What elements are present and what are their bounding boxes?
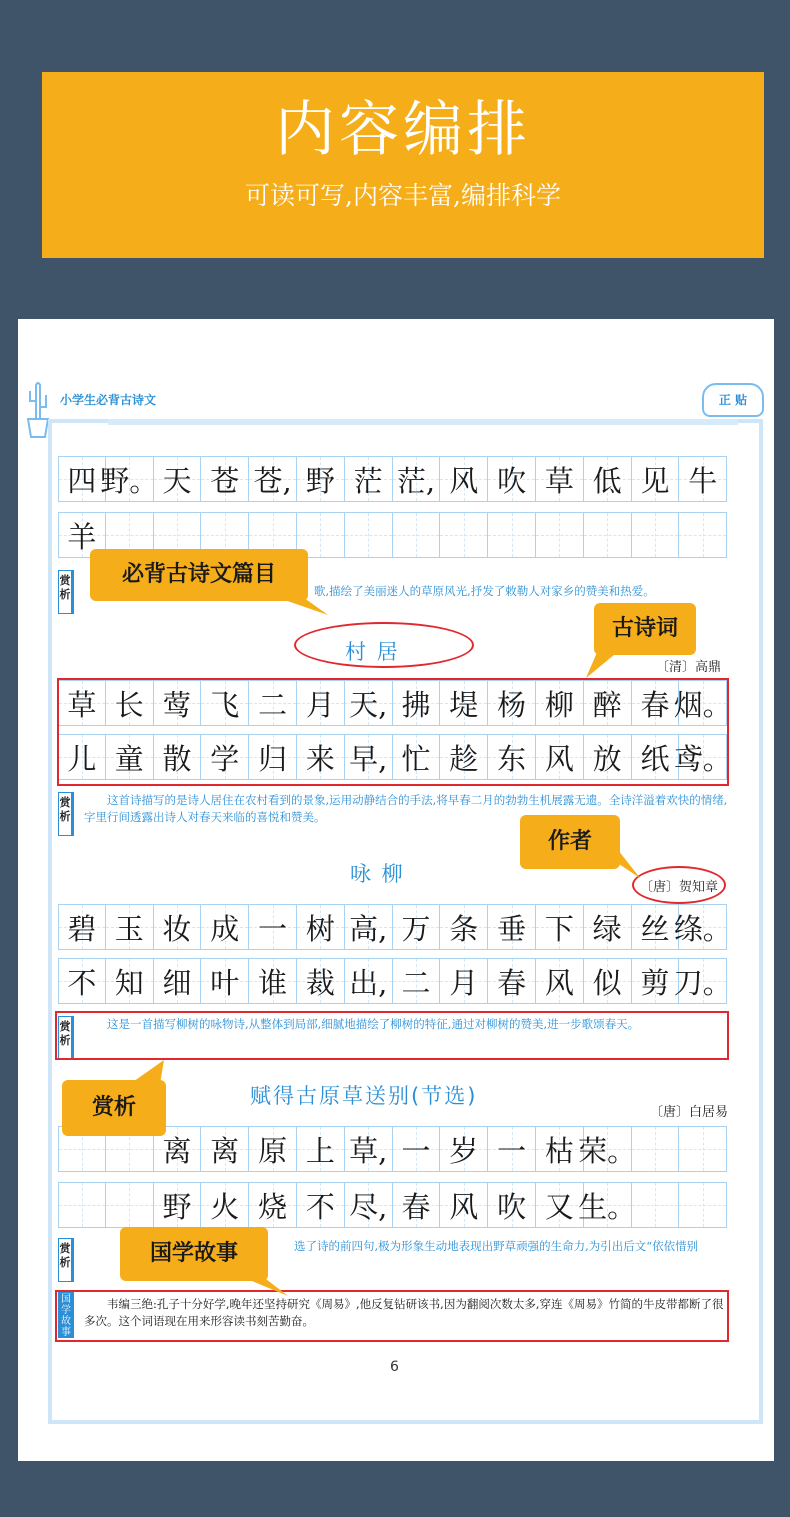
grid-cell: [536, 456, 584, 502]
grid-char: 烟。: [673, 687, 732, 722]
grid-cell: [536, 958, 584, 1004]
grid-cell: [345, 958, 393, 1004]
callout-author: 作者: [520, 815, 620, 869]
grid-cell: [393, 1126, 441, 1172]
analysis-tag: 赏析: [58, 1016, 74, 1060]
grid-cell: [345, 1182, 393, 1228]
story-text: 韦编三绝:孔子十分好学,晚年还坚持研究《周易》,他反复钻研该书,因为翻阅次数太多,穿连《周易》竹简的牛皮带都断了很多次。这个词语现在用来形容读书刻苦勤奋。: [84, 1297, 724, 1328]
grid-cell: [584, 958, 632, 1004]
grid-char: 绿: [592, 911, 622, 946]
grid-char: 野: [305, 463, 335, 498]
grid-char: 离: [210, 1133, 240, 1168]
grid-char: 谁: [258, 965, 288, 1000]
callout-poems: 古诗词: [594, 603, 696, 655]
grid-char: 垂: [497, 911, 527, 946]
poem4-analysis-text: 选了诗的前四句,极为形象生动地表现出野草顽强的生命力,为引出后文“依依惜别: [294, 1239, 699, 1253]
grid-char: 条: [449, 911, 479, 946]
grid-char: 见: [640, 463, 670, 498]
grid-char: 吹: [497, 463, 527, 498]
grid-char: 风: [449, 463, 479, 498]
callout-poems-pointer: [584, 650, 624, 680]
grid-char: 春: [401, 1189, 431, 1224]
grid-cell: [584, 456, 632, 502]
poem2-title: 村 居: [345, 640, 400, 664]
grid-char: 下: [544, 911, 574, 946]
grid-cell: [488, 1126, 536, 1172]
grid-cell: [154, 1182, 202, 1228]
grid-char: 醉: [592, 687, 622, 722]
grid-char: 妆: [162, 911, 192, 946]
callout-analysis-pointer: [130, 1060, 166, 1084]
grid-cell: [584, 512, 632, 558]
grid-char: 来: [305, 741, 335, 776]
grid-cell: [249, 1182, 297, 1228]
grid-cell: [679, 1182, 727, 1228]
grid-cell: [201, 1182, 249, 1228]
author-highlight-oval: [632, 866, 726, 904]
grid-char: 儿: [67, 741, 97, 776]
grid-char: 一: [401, 1133, 431, 1168]
grid-cell: [297, 1182, 345, 1228]
grid-char: 尽,: [349, 1189, 388, 1224]
poem3-row1: [58, 904, 732, 950]
grid-char: 学: [210, 741, 240, 776]
story-highlight-box: [55, 1290, 729, 1342]
grid-cell: [440, 958, 488, 1004]
grid-cell: [393, 904, 441, 950]
grid-cell: [106, 958, 154, 1004]
grid-cell: [154, 456, 202, 502]
grid-cell: [345, 904, 393, 950]
grid-char: 月: [305, 687, 335, 722]
grid-char: 又: [544, 1189, 574, 1224]
grid-char: 杨: [497, 687, 527, 722]
page-number: 6: [390, 1359, 399, 1375]
grid-char: 放: [592, 741, 622, 776]
grid-cell: [201, 958, 249, 1004]
grid-char: 童: [114, 741, 144, 776]
grid-char: 趁: [449, 741, 479, 776]
grid-char: 剪: [640, 965, 670, 1000]
grid-char: 原: [258, 1133, 288, 1168]
grid-cell: [249, 1126, 297, 1172]
grid-char: 火: [210, 1189, 240, 1224]
grid-char: 刀。: [673, 965, 732, 1000]
grid-char: 长: [114, 687, 144, 722]
grid-char: 茫,: [396, 463, 436, 498]
analysis-tag: 赏析: [58, 792, 74, 836]
banner-title: 内容编排: [275, 95, 531, 165]
grid-char: 上: [305, 1133, 335, 1168]
grid-cell: [154, 904, 202, 950]
grid-cell: [673, 904, 732, 950]
grid-char: 烧: [258, 1189, 288, 1224]
grid-cell: [679, 456, 727, 502]
poem1-row1: [58, 456, 728, 502]
grid-char: 细: [162, 965, 192, 1000]
grid-cell: [440, 512, 488, 558]
grid-cell: [297, 958, 345, 1004]
grid-char: 荣。: [578, 1133, 637, 1168]
grid-cell: [488, 958, 536, 1004]
grid-cell: [679, 1126, 727, 1172]
grid-char: 绦。: [673, 911, 732, 946]
grid-char: 春: [497, 965, 527, 1000]
grid-cell: [632, 512, 680, 558]
grid-char: 堤: [449, 687, 479, 722]
grid-cell: [297, 456, 345, 502]
grid-cell: [58, 904, 106, 950]
frame-top-bar: [108, 419, 738, 425]
grid-cell: [249, 904, 297, 950]
grid-char: 忙: [401, 741, 431, 776]
grid-cell: [673, 734, 732, 780]
poem1-analysis-text: 歌,描绘了美丽迷人的草原风光,抒发了敕勒人对家乡的赞美和热爱。: [314, 584, 655, 598]
grid-char: 枯: [544, 1133, 574, 1168]
grid-cell: [393, 456, 441, 502]
grid-char: 丝: [640, 911, 670, 946]
grid-char: 野。: [100, 463, 159, 498]
grid-cell: [488, 1182, 536, 1228]
page-tag: 正 贴: [702, 383, 764, 417]
poem3-author: 〔唐〕贺知章: [640, 880, 719, 895]
grid-cell: [440, 1182, 488, 1228]
grid-cell: [632, 958, 680, 1004]
grid-char: 牛: [688, 463, 718, 498]
grid-char: 纸: [640, 741, 670, 776]
grid-cell: [632, 904, 680, 950]
grid-char: 吹: [497, 1189, 527, 1224]
poem4-author: 〔唐〕白居易: [650, 1105, 729, 1120]
grid-cell: [154, 958, 202, 1004]
grid-cell: [584, 904, 632, 950]
grid-cell: [106, 1182, 154, 1228]
grid-char: 莺: [162, 687, 192, 722]
grid-char: 生。: [578, 1189, 637, 1224]
grid-char: 树: [305, 911, 335, 946]
grid-char: 茫: [353, 463, 383, 498]
poem3-analysis-text: 这是一首描写柳树的咏物诗,从整体到局部,细腻地描绘了柳树的特征,通过对柳树的赞美,进一步歌颂春天。: [107, 1017, 640, 1031]
grid-char: 散: [162, 741, 192, 776]
grid-cell: [249, 456, 297, 502]
analysis-highlight-box: [55, 1011, 729, 1060]
grid-char: 知: [114, 965, 144, 1000]
analysis-tag: 赏析: [58, 570, 74, 614]
grid-char: 月: [449, 965, 479, 1000]
grid-char: 柳: [544, 687, 574, 722]
grid-char: 天: [162, 463, 192, 498]
book-title: 小学生必背古诗文: [60, 393, 157, 407]
grid-char: 风: [544, 965, 574, 1000]
grid-cell: [440, 904, 488, 950]
grid-char: 一: [497, 1133, 527, 1168]
callout-author-pointer: [598, 850, 642, 880]
callout-analysis: 赏析: [62, 1080, 166, 1136]
grid-char: 叶: [210, 965, 240, 1000]
grid-char: 草,: [349, 1133, 388, 1168]
grid-char: 不: [67, 965, 97, 1000]
poem-highlight-box: [57, 678, 729, 786]
grid-cell: [536, 904, 584, 950]
grid-cell: [536, 1182, 584, 1228]
grid-cell: [632, 456, 680, 502]
grid-cell: [673, 680, 732, 726]
grid-char: 成: [210, 911, 240, 946]
grid-cell: [679, 512, 727, 558]
grid-char: 离: [162, 1133, 192, 1168]
grid-cell: [201, 1126, 249, 1172]
grid-cell: [100, 456, 159, 502]
grid-cell: [488, 904, 536, 950]
poem3-title: 咏 柳: [350, 862, 405, 886]
grid-cell: [345, 512, 393, 558]
grid-char: 风: [544, 741, 574, 776]
grid-char: 草: [67, 687, 97, 722]
grid-char: 苍,: [253, 463, 292, 498]
grid-char: 草: [544, 463, 574, 498]
grid-cell: [297, 904, 345, 950]
grid-cell: [440, 456, 488, 502]
grid-char: 鸢。: [673, 741, 732, 776]
grid-char: 万: [401, 911, 431, 946]
grid-cell: [345, 680, 393, 726]
grid-char: 不: [305, 1189, 335, 1224]
grid-cell: [201, 904, 249, 950]
grid-char: 东: [497, 741, 527, 776]
grid-cell: [393, 512, 441, 558]
analysis-tag: 赏析: [58, 1238, 74, 1282]
grid-cell: [345, 1126, 393, 1172]
grid-char: 早,: [349, 741, 388, 776]
story-tag: 国学故事: [58, 1292, 74, 1338]
grid-cell: [488, 512, 536, 558]
grid-char: 风: [449, 1189, 479, 1224]
grid-cell: [632, 1126, 680, 1172]
grid-cell: [106, 904, 154, 950]
grid-char: 高,: [349, 911, 388, 946]
grid-cell: [536, 1126, 584, 1172]
poem4-title: 赋得古原草送别(节选): [250, 1084, 478, 1108]
grid-char: 岁: [449, 1133, 479, 1168]
poem4-row2: [58, 1182, 728, 1228]
grid-cell: [249, 958, 297, 1004]
grid-char: 拂: [401, 687, 431, 722]
callout-story: 国学故事: [120, 1227, 268, 1281]
grid-cell: [58, 456, 106, 502]
grid-char: 碧: [67, 911, 97, 946]
header-banner: [42, 72, 764, 258]
grid-char: 玉: [114, 911, 144, 946]
grid-char: 四: [67, 463, 97, 498]
grid-cell: [393, 958, 441, 1004]
callout-titles: 必背古诗文篇目: [90, 549, 308, 601]
grid-char: 苍: [210, 463, 240, 498]
poem2-analysis-text: 这首诗描写的是诗人居住在农村看到的景象,运用动静结合的手法,将早春二月的勃勃生机展露无遗。全诗洋溢着欢快的情绪,字里行间透露出诗人对春天来临的喜悦和赞美。: [84, 793, 728, 824]
poem2-analysis: [58, 792, 728, 838]
callout-story-pointer: [240, 1276, 290, 1298]
callout-titles-pointer: [270, 595, 330, 617]
grid-char: 归: [258, 741, 288, 776]
grid-char: 羊: [67, 519, 97, 554]
grid-char: 一: [258, 911, 288, 946]
grid-cell: [345, 734, 393, 780]
grid-cell: [578, 1182, 637, 1228]
grid-char: 低: [592, 463, 622, 498]
grid-cell: [58, 1182, 106, 1228]
poem2-author: 〔清〕高鼎: [656, 660, 722, 675]
grid-char: 飞: [210, 687, 240, 722]
grid-char: 二: [258, 687, 288, 722]
grid-cell: [536, 512, 584, 558]
banner-subtitle: 可读可写,内容丰富,编排科学: [245, 181, 561, 210]
grid-cell: [345, 456, 393, 502]
grid-char: 天,: [349, 687, 388, 722]
grid-cell: [201, 456, 249, 502]
grid-cell: [632, 1182, 680, 1228]
grid-char: 野: [162, 1189, 192, 1224]
grid-char: 春: [640, 687, 670, 722]
grid-cell: [58, 958, 106, 1004]
grid-cell: [393, 1182, 441, 1228]
grid-char: 二: [401, 965, 431, 1000]
grid-char: 出,: [349, 965, 388, 1000]
grid-cell: [440, 1126, 488, 1172]
poem3-row2: [58, 958, 732, 1004]
grid-cell: [488, 456, 536, 502]
grid-cell: [673, 958, 732, 1004]
grid-char: 裁: [305, 965, 335, 1000]
grid-cell: [578, 1126, 637, 1172]
grid-char: 似: [592, 965, 622, 1000]
grid-cell: [297, 1126, 345, 1172]
title-highlight-oval: [294, 622, 474, 668]
